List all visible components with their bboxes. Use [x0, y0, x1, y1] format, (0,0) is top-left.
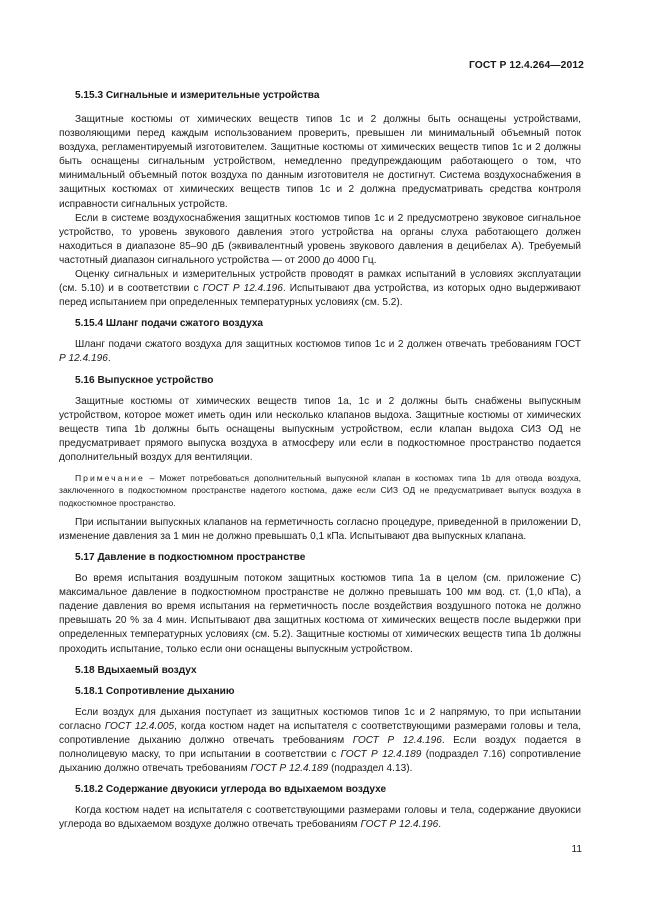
standard-reference: ГОСТ Р 12.4.196 [360, 819, 439, 831]
paragraph: Если в системе воздухоснабжения защитных костюмов типов 1с и 2 предусмотрено звуковое сигнальное устройство, то уровень звукового давления этого устройства на органы слуха работающего должен находиться в диапазоне 85–90 дБ (эквивалентный уровень звукового давления в децибелах А). Требуемый частотный диапазон сигнального устройства — от 2000 до 4000 Гц. [59, 212, 581, 266]
section-heading-5-17: 5.17 Давление в подкостюмном пространстве [75, 552, 306, 564]
section-heading-5-18-2: 5.18.2 Содержание двуокиси углерода во вдыхаемом воздухе [75, 784, 387, 796]
paragraph: Когда костюм надет на испытателя с соответствующими размерами головы и тела, содержание двуокиси углерода во вдыхаемом воздухе должно отвечать требованиям ГОСТ Р 12.4.196. [59, 805, 581, 831]
standard-reference: ГОСТ Р 12.4.189 [250, 762, 329, 774]
standard-reference: ГОСТ Р 12.4.189 [340, 748, 422, 760]
standard-reference: ГОСТ Р 12.4.196 [202, 283, 283, 295]
standard-reference: Р 12.4.196 [59, 353, 108, 365]
section-heading-5-18-1: 5.18.1 Сопротивление дыханию [75, 685, 235, 697]
paragraph: Во время испытания воздушным потоком защитных костюмов типа 1а в целом (см. приложение С) максимальное давление в подкостюмном пространстве не должно превышать 100 мм вод. ст. (1,0 кПа), а падение давления во время испытания на герметичность после воздействия воздушного потока не должно превышать 20 % за 4 мин. Испытывают два защитных костюма от химических веществ после выдержки при определенных температурных условиях (см. 5.2). Защитные костюмы от химических веществ типа 1b должны проходить испытание, только если они оснащены выпускным устройством. [59, 573, 581, 655]
note-label: Примечание [75, 472, 145, 483]
standard-reference: ГОСТ Р 12.4.196 [352, 734, 442, 746]
paragraph: Если воздух для дыхания поступает из защитных костюмов типов 1с и 2 напрямую, то при испытании согласно ГОСТ 12.4.005, когда костюм надет на испытателя с соответствующими размерами головы и тела, сопротивление дыханию должно отвечать требованиям ГОСТ Р 12.4.196. Если воздух подается в полнолицевую маску, то при испытании в соответствии с ГОСТ Р 12.4.189 (подраздел 7.16) сопротивление дыханию должно отвечать требованиям ГОСТ Р 12.4.189 (подраздел 4.13). [59, 706, 582, 774]
paragraph: При испытании выпускных клапанов на герметичность согласно процедуре, приведенной в приложении D, изменение давления за 1 мин не должно превышать 0,1 кПа. Испытывают два выпускных клапана. [59, 516, 581, 542]
paragraph: Защитные костюмы от химических веществ типов 1а, 1с и 2 должны быть снабжены выпускным устройством, которое может иметь один или несколько клапанов выдоха. Защитные костюмы от химических веществ типа 1b должны быть оснащены выпускным устройством, если клапан выдоха СИЗ ОД не предусматривает прямого выпуска воздуха в атмосферу или если в подкостюмное пространство подается дополнительный воздух для вентиляции. [59, 395, 581, 463]
document-body [59, 89, 581, 832]
section-heading-5-18: 5.18 Вдыхаемый воздух [75, 664, 197, 676]
paragraph: Оценку сигнальных и измерительных устройств проводят в рамках испытаний в условиях эксплуатации (см. 5.10) и в соответствии с ГОСТ Р 12.4.196. Испытывают два устройства, из которых одно выдерживают перед испытанием при определенных температурных условиях (см. 5.2). [59, 269, 581, 309]
section-heading-5-15-4: 5.15.4 Шланг подачи сжатого воздуха [75, 318, 264, 330]
section-heading-5-15-3: 5.15.3 Сигнальные и измерительные устройства [75, 90, 320, 101]
standard-reference: ГОСТ 12.4.005 [104, 720, 175, 732]
page-number: 11 [571, 844, 582, 855]
paragraph: Шланг подачи сжатого воздуха для защитных костюмов типов 1с и 2 должен отвечать требованиям ГОСТ Р 12.4.196. [59, 339, 581, 365]
note: Примечание – Может потребоваться дополнительный выпускной клапан в костюмах типа 1b для отвода воздуха, заключенного в подкостюмном пространстве надетого костюма, даже если СИЗ ОД не предусматривает выпуск воздуха в подкостюмное пространство. [59, 472, 581, 508]
section-heading-5-16: 5.16 Выпускное устройство [75, 374, 214, 386]
paragraph: Защитные костюмы от химических веществ типов 1с и 2 должны быть оснащены устройствами, позволяющими перед каждым использованием проверить, превышен ли минимальный объемный поток воздуха, регламентируемый изготовителем. Защитные костюмы от химических веществ типов 1с и 2 должны быть оснащены сигнальным устройством, немедленно предупреждающим работающего о том, что минимальный объемный поток воздуха по данным изготовителя не достигнут. Система воздухоснабжения в защитных костюмах от химических веществ типов 1с и 2 должна предусматривать средства контроля исправности сигнальных устройств. [59, 114, 581, 210]
document-code: ГОСТ Р 12.4.264—2012 [468, 60, 584, 71]
